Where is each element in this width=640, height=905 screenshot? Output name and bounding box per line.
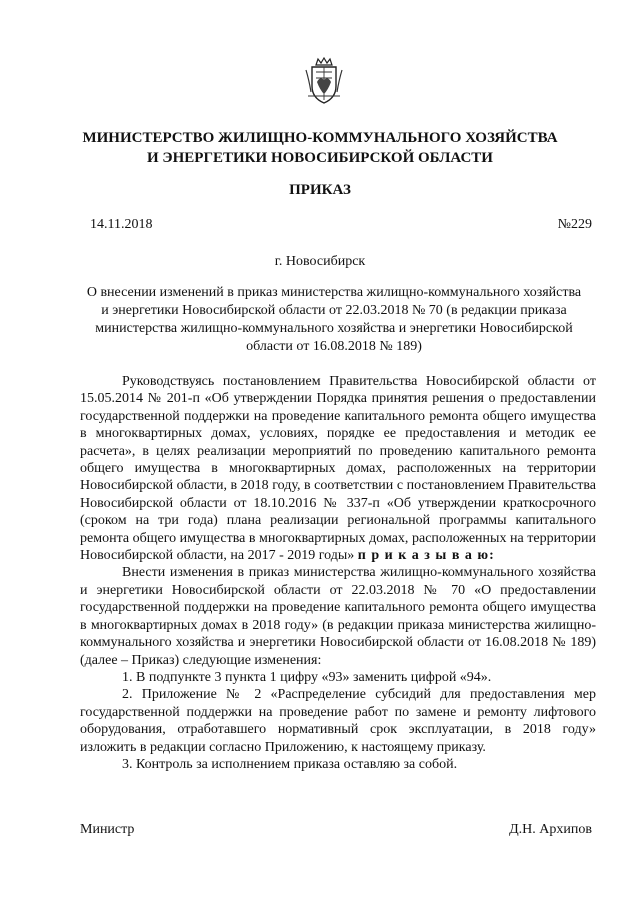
signature-name: Д.Н. Архипов (509, 822, 592, 837)
preamble-text: Руководствуясь постановлением Правительства Новосибирской области от 15.05.2014 № 201-п «Об утверждении Порядка принятия решения о предоставлении государственной поддержки на проведение капитального ремонта общего имущества в многоквартирных домах, условиях, порядке ее предоставления и методик ее расчета», в целях реализации мероприятий по проведению капитального ремонта общего имущества в многоквартирных домах, расположенных на территории Новосибирской области, в 2018 году, в соответствии с постановлением Правительства Новосибирской области от 18.10.2016 № 337-п «Об утверждении краткосрочного (сроком на три года) плана реализации региональной программы капитального ремонта общего имущества в многоквартирных домах, расположенных на территории Новосибирской области, на 2017 - 2019 годы» (80, 374, 596, 564)
ministry-name-line2: И ЭНЕРГЕТИКИ НОВОСИБИРСКОЙ ОБЛАСТИ (147, 150, 493, 166)
signature-title: Министр (80, 822, 135, 837)
document-subject: О внесении изменений в приказ министерства жилищно-коммунального хозяйства и энергетики Новосибирской области от 22.03.2018 № 70 (в редакции приказа министерства жилищно-коммунального хозяйства и энергетики Новосибирской области от 16.08.2018 № 189) (86, 285, 582, 354)
document-body (80, 373, 596, 773)
clause-item-2: 2. Приложение № 2 «Распределение субсидий для предоставления мер государственной поддержки на проведение работ по замене и ремонту лифтового оборудования, отработавшего нормативный срок эксплуатации, в 2018 году» изложить в редакции согласно Приложению, к настоящему приказу. (80, 687, 596, 755)
clause-item-3: 3. Контроль за исполнением приказа оставляю за собой. (122, 756, 458, 772)
clause-item-1: 1. В подпункте 3 пункта 1 цифру «93» заменить цифрой «94». (122, 669, 492, 685)
ministry-name (60, 128, 580, 168)
document-city: г. Новосибирск (274, 254, 366, 269)
coat-of-arms-icon (304, 56, 344, 106)
document-date: 14.11.2018 (90, 217, 153, 232)
clause-intro-paragraph: Внести изменения в приказ министерства жилищно-коммунального хозяйства и энергетики Новосибирской области от 22.03.2018 № 70 «О предоставлении государственной поддержки на проведение капитального ремонта общего имущества в многоквартирных домах в 2018 году» (в редакции приказа министерства жилищно-коммунального хозяйства и энергетики Новосибирской области от 16.08.2018 № 189) (далее – Приказ) следующие изменения: (80, 565, 596, 668)
ministry-name-line1: МИНИСТЕРСТВО ЖИЛИЩНО-КОММУНАЛЬНОГО ХОЗЯЙСТВА (82, 130, 558, 146)
document-type: ПРИКАЗ (289, 182, 351, 198)
preamble-paragraph (80, 373, 596, 564)
order-word: п р и к а з ы в а ю: (357, 548, 495, 564)
document-number: №229 (557, 217, 592, 232)
